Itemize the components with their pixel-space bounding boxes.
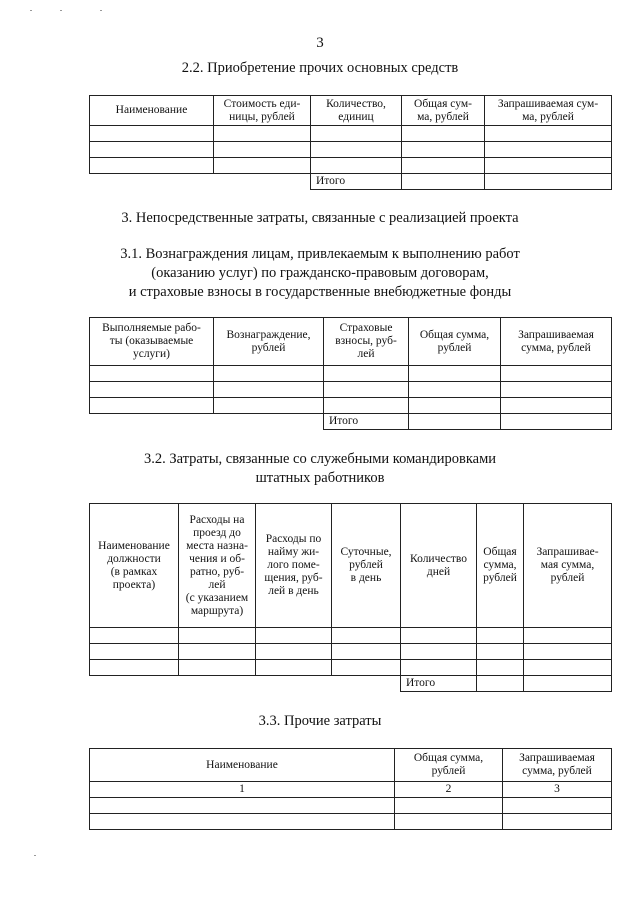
scan-speck (34, 855, 36, 856)
table-header: Общая сумма, рублей (395, 749, 503, 782)
table-3-1 (89, 317, 612, 430)
column-number-row (90, 782, 612, 798)
table-row (90, 798, 612, 814)
table-header: Вознаграждение, рублей (214, 318, 324, 366)
section-3-1-title-line: и страховые взносы в государственные внебюджетные фонды (128, 284, 512, 300)
table-header: Расходы по найму жи- лого поме- щения, руб- лей в день (256, 504, 332, 628)
table-row (90, 158, 612, 174)
section-3-2-title-line: штатных работников (255, 470, 385, 486)
table-row (90, 660, 612, 676)
table-header: Наименование (90, 96, 214, 126)
scan-speck (60, 10, 62, 11)
table-row (90, 628, 612, 644)
section-3-1-title (0, 245, 640, 302)
table-header: Суточные, рублей в день (332, 504, 401, 628)
table-total-row (90, 414, 612, 430)
table-total-row (90, 174, 612, 190)
column-number: 3 (503, 782, 612, 798)
table-row (90, 126, 612, 142)
scan-speck (100, 10, 102, 11)
table-row (90, 398, 612, 414)
section-3-3-title: 3.3. Прочие затраты (258, 713, 382, 729)
section-3-1-title-line: (оказанию услуг) по гражданско-правовым договорам, (151, 265, 489, 281)
table-header: Расходы на проезд до места назна- чения и об- ратно, руб- лей (с указанием маршрута) (179, 504, 256, 628)
total-label: Итого (401, 676, 477, 692)
table-header: Общая сумма, рублей (477, 504, 524, 628)
table-header: Стоимость еди- ницы, рублей (214, 96, 311, 126)
section-3-title: 3. Непосредственные затраты, связанные с реализацией проекта (121, 210, 519, 226)
table-header: Выполняемые рабо- ты (оказываемые услуги) (90, 318, 214, 366)
table-header: Количество, единиц (311, 96, 402, 126)
table-header: Наименование должности (в рамках проекта) (90, 504, 179, 628)
column-number: 2 (395, 782, 503, 798)
table-header: Страховые взносы, руб- лей (324, 318, 409, 366)
table-row (90, 366, 612, 382)
column-number: 1 (90, 782, 395, 798)
section-2-2-title: 2.2. Приобретение прочих основных средств (181, 60, 459, 76)
total-label: Итого (324, 414, 409, 430)
table-3-3 (89, 748, 612, 830)
table-header: Запрашиваемая сумма, рублей (503, 749, 612, 782)
table-header: Количество дней (401, 504, 477, 628)
table-3-2 (89, 503, 612, 692)
table-row (90, 814, 612, 830)
table-row (90, 382, 612, 398)
page-number: 3 (316, 35, 324, 51)
table-header: Запрашиваемая сум- ма, рублей (485, 96, 612, 126)
table-header: Запрашиваемая сумма, рублей (501, 318, 612, 366)
section-3-2-title-line: 3.2. Затраты, связанные со служебными командировками (143, 451, 497, 467)
table-2-2 (89, 95, 612, 190)
section-3-2-title (0, 450, 640, 488)
table-row (90, 142, 612, 158)
scan-speck (30, 10, 32, 11)
table-row (90, 644, 612, 660)
table-header: Общая сум- ма, рублей (402, 96, 485, 126)
table-header: Запрашивае- мая сумма, рублей (524, 504, 612, 628)
table-total-row (90, 676, 612, 692)
total-label: Итого (311, 174, 402, 190)
section-3-1-title-line: 3.1. Вознаграждения лицам, привлекаемым к выполнению работ (120, 246, 520, 262)
table-header: Общая сумма, рублей (409, 318, 501, 366)
table-header: Наименование (90, 749, 395, 782)
